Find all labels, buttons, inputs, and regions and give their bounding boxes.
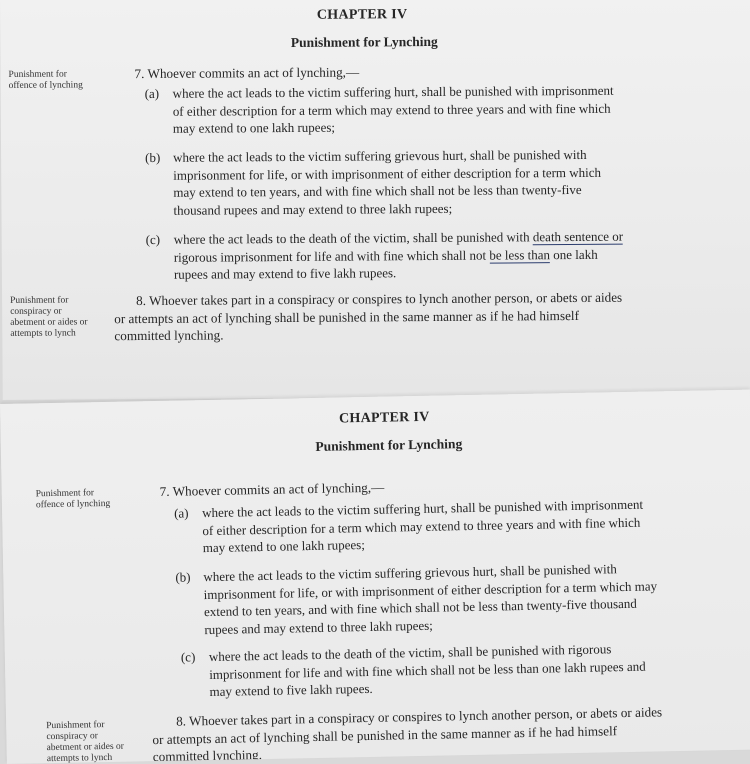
clause-a	[144, 82, 625, 138]
margin-note-section-7: Punishment for offence of lynching	[35, 488, 111, 511]
clause-c-text-middle: rigorous imprisonment for life and with fine which shall not	[173, 247, 490, 265]
clause-c-text: where the act leads to the death of the victim, shall be punished with rigorous imprisonment for life and with fine which shall not be less than one lakh rupees and may extend to five lakh rupees.	[208, 641, 646, 700]
clause-b	[175, 559, 660, 638]
clause-a	[173, 495, 655, 556]
clause-a-text: where the act leads to the victim suffering hurt, shall be punished with imprisonment of either description for a term which may extend to three years and with fine which may extend to one lakh rupees;	[172, 82, 614, 136]
clause-b-text: where the act leads to the victim suffering grievous hurt, shall be punished with imprisonment for life, or with imprisonment of either description for a term which may extend to ten years, and with fine which shall not be less than twenty-five thousand rupees and may extend to three lakh rupees;	[173, 146, 602, 218]
margin-note-section-8: Punishment for conspiracy or abetment or aides or attempts to lynch	[10, 295, 88, 339]
clause-c-underline-death-sentence: death sentence or	[532, 228, 624, 245]
clause-c-text-end: one lakh rupees and may extend to five lakh rupees.	[173, 246, 598, 282]
clause-b-text: where the act leads to the victim suffering grievous hurt, shall be punished with imprisonment for life, or with imprisonment of either description for a term which may extend to ten years, and with fine which shall not be less than twenty-five thousand rupees and may extend to three lakh rupees;	[203, 561, 658, 637]
clause-b-label: (b)	[175, 569, 191, 585]
clause-b	[145, 146, 625, 219]
section-7-intro: 7. Whoever commits an act of lynching,—	[159, 479, 385, 499]
section-8-text: 8. Whoever takes part in a conspiracy or conspires to lynch another person, or abets or aides or attempts an act of lynching shall be punished in the same manner as if he had himself committed lynching.	[114, 289, 623, 344]
document-page-bottom	[0, 390, 750, 764]
margin-note-section-8: Punishment for conspiracy or abetment or aides or attempts to lynch	[46, 720, 124, 764]
section-8-text: 8. Whoever takes part in a conspiracy or conspires to lynch another person, or abets or aides or attempts an act of lynching shall be punished in the same manner as if he had himself committed lynching.	[152, 704, 663, 764]
section-heading: Punishment for Lynching	[315, 436, 463, 454]
clause-c-label: (c)	[145, 231, 161, 247]
section-heading: Punishment for Lynching	[290, 33, 438, 50]
chapter-title: CHAPTER IV	[338, 409, 430, 427]
clause-a-text: where the act leads to the victim suffering hurt, shall be punished with imprisonment of either description for a term which may extend to three years and with fine which may extend to one lakh rupees;	[201, 496, 644, 556]
clause-c-underline-less-than: be less than	[489, 246, 551, 263]
margin-note-section-7: Punishment for offence of lynching	[8, 69, 83, 91]
clause-a-label: (a)	[144, 85, 160, 101]
section-7-intro: 7. Whoever commits an act of lynching,—	[134, 64, 360, 82]
clause-b-label: (b)	[145, 149, 161, 165]
clause-a-label: (a)	[173, 505, 189, 521]
clause-c-text-start: where the act leads to the death of the victim, shall be punished with	[173, 229, 533, 247]
clause-c-label: (c)	[180, 649, 196, 665]
chapter-title: CHAPTER IV	[316, 7, 408, 23]
clause-c	[180, 639, 666, 700]
clause-c	[145, 228, 632, 284]
